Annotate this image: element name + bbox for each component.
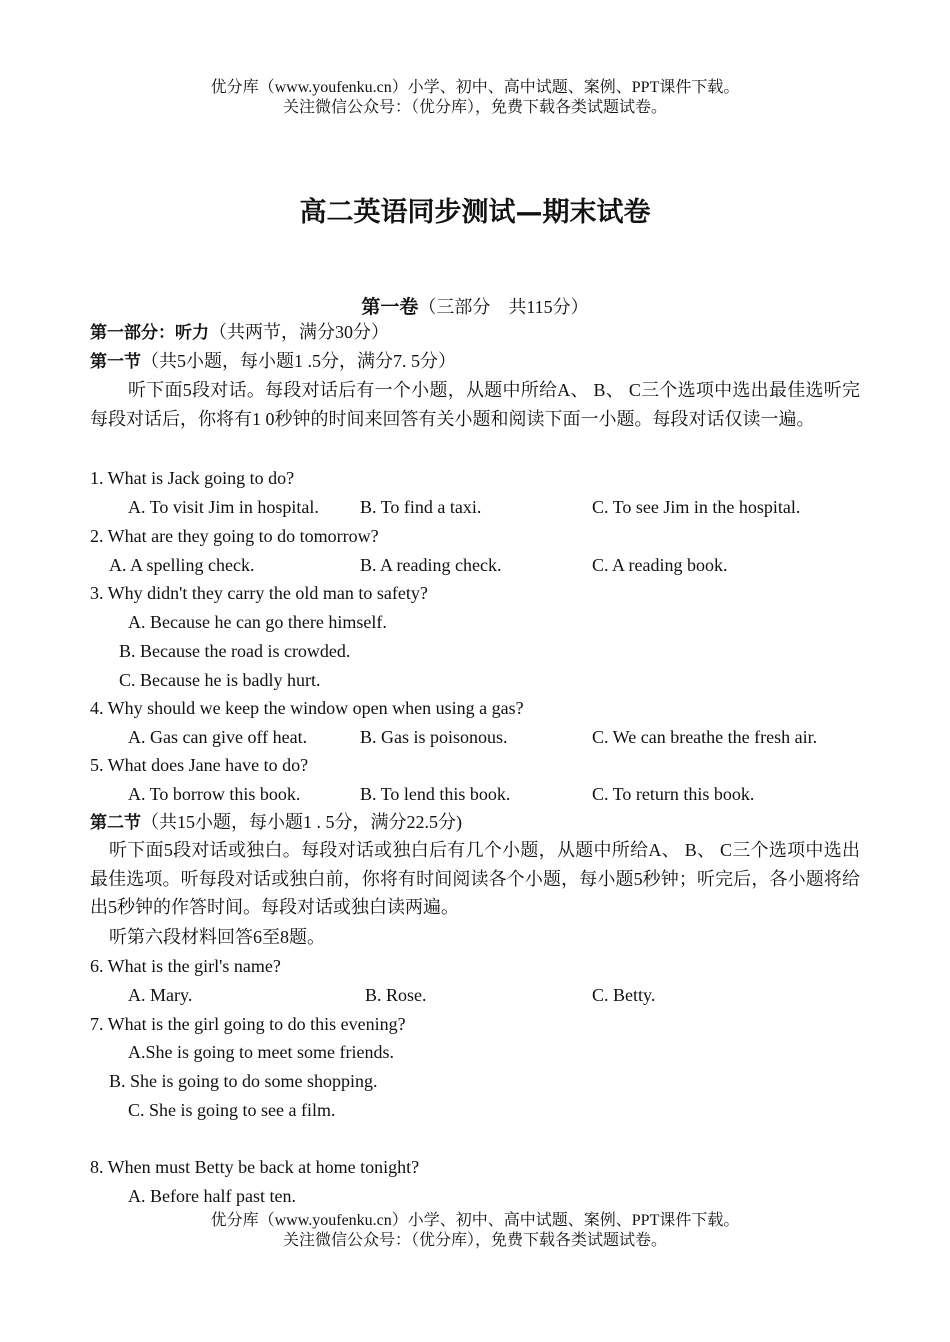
q6-option-c: C. Betty. [592,985,656,1005]
q3-option-c: C. Because he is badly hurt. [119,670,321,690]
q5-stem: 5. What does Jane have to do? [90,755,309,775]
section2-sub-instruction: 听第六段材料回答6至8题。 [109,927,325,947]
section1-heading [90,350,456,373]
q5-option-b: B. To lend this book. [360,784,511,804]
q4-option-c: C. We can breathe the fresh air. [592,727,818,747]
q2-stem: 2. What are they going to do tomorrow? [90,526,379,546]
section2-heading [90,811,462,834]
section2-label: 第二节 [90,813,141,833]
q5-option-a: A. To borrow this book. [128,784,301,804]
q2-option-a: A. A spelling check. [109,555,255,575]
q6-option-a: A. Mary. [128,985,193,1005]
header-line-2: 关注微信公众号：（优分库），免费下载各类试题试卷。 [282,99,667,116]
q6-stem: 6. What is the girl's name? [90,956,281,976]
section1-label: 第一节 [90,352,141,372]
footer-line-2: 关注微信公众号：（优分库），免费下载各类试题试卷。 [282,1232,667,1249]
q5-option-c: C. To return this book. [592,784,755,804]
q7-option-a: A.She is going to meet some friends. [128,1042,394,1062]
q3-option-b: B. Because the road is crowded. [119,641,351,661]
part1-heading [90,321,389,344]
q1-stem: 1. What is Jack going to do? [90,468,295,488]
volume-note: （三部分 共115分） [418,297,589,317]
q1-option-a: A. To visit Jim in hospital. [128,497,319,517]
q7-stem: 7. What is the girl going to do this evening? [90,1014,406,1034]
q4-stem: 4. Why should we keep the window open when using a gas? [90,698,524,718]
q4-option-a: A. Gas can give off heat. [128,727,308,747]
q3-option-a: A. Because he can go there himself. [128,612,387,632]
q2-option-c: C. A reading book. [592,555,728,575]
q3-stem: 3. Why didn't they carry the old man to safety? [90,583,428,603]
part1-note: （共两节，满分30分） [209,322,389,342]
page-title: 高二英语同步测试—期末试卷 [299,197,651,228]
volume-heading [0,292,950,319]
section1-note: （共5小题，每小题1 .5分，满分7. 5分） [141,351,456,371]
footer-line-1: 优分库（www.youfenku.cn）小学、初中、高中试题、案例、PPT课件下载。 [210,1212,740,1229]
section2-instructions: 听下面5段对话或独白。每段对话或独白后有几个小题，从题中所给A、 B、 C三个选项中选出最佳选项。听每段对话或独白前，你将有时间阅读各个小题，每小题5秒钟；听完后，各小题将给出5秒钟的作答时间。每段对话或独白读两遍。 [90,840,860,918]
q8-stem: 8. When must Betty be back at home tonight? [90,1157,420,1177]
q4-option-b: B. Gas is poisonous. [360,727,508,747]
q6-option-b: B. Rose. [365,985,427,1005]
q7-option-c: C. She is going to see a film. [128,1100,336,1120]
q1-option-b: B. To find a taxi. [360,497,482,517]
header-line-1: 优分库（www.youfenku.cn）小学、初中、高中试题、案例、PPT课件下载。 [210,79,740,96]
part1-label: 第一部分：听力 [90,323,209,343]
q2-option-b: B. A reading check. [360,555,502,575]
q8-option-a: A. Before half past ten. [128,1186,296,1206]
volume-name: 第一卷 [361,296,419,318]
section1-instructions: 听下面5段对话。每段对话后有一个小题，从题中所给A、 B、 C三个选项中选出最佳选听完每段对话后，你将有1 0秒钟的时间来回答有关小题和阅读下面一小题。每段对话仅读一遍。 [90,380,860,429]
q7-option-b: B. She is going to do some shopping. [109,1071,378,1091]
q1-option-c: C. To see Jim in the hospital. [592,497,801,517]
section2-note: （共15小题，每小题1 . 5分，满分22.5分) [141,812,462,832]
